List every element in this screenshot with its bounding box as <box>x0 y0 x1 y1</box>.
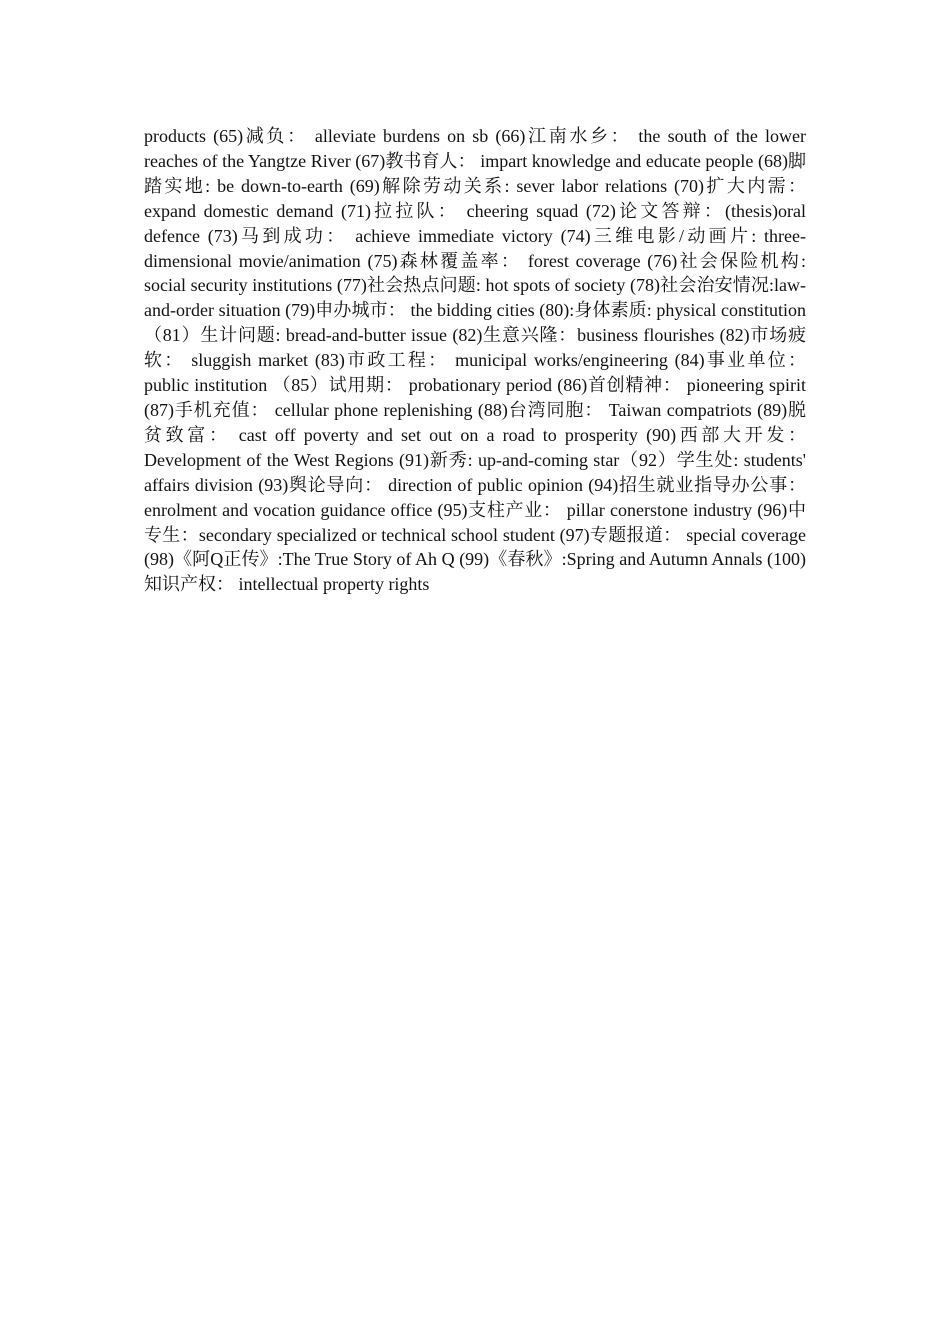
glossary-paragraph: products (65)减负： alleviate burdens on sb (66)江南水乡： the south of the lower reaches of the Yangtze River (67)教书育人： impart knowledge and educate people (68)脚踏实地: be down-to-earth (69)解除劳动关系: sever labor relations (70)扩大内需： expand domestic demand (71)拉拉队： cheering squad (72)论文答辩：(thesis)oral defence (73)马到成功： achieve immediate victory (74)三维电影/动画片: three-dimensional movie/animation (75)森林覆盖率： forest coverage (76)社会保险机构: social security institutions (77)社会热点问题: hot spots of society (78)社会治安情况:law-and-order situation (79)申办城市： the bidding cities (80):身体素质: physical constitution（81）生计问题: bread-and-butter issue (82)生意兴隆：business flourishes (82)市场疲软： sluggish market (83)市政工程： municipal works/engineering (84)事业单位： public institution （85）试用期： probationary period (86)首创精神： pioneering spirit (87)手机充值： cellular phone replenishing (88)台湾同胞： Taiwan compatriots (89)脱贫致富： cast off poverty and set out on a road to prosperity (90)西部大开发： Development of the West Regions (91)新秀: up-and-coming star（92）学生处: students' affairs division (93)舆论导向： direction of public opinion (94)招生就业指导办公事： enrolment and vocation guidance office (95)支柱产业： pillar conerstone industry (96)中专生：secondary specialized or technical school student (97)专题报道： special coverage (98)《阿Q正传》:The True Story of Ah Q (99)《春秋》:Spring and Autumn Annals (100)知识产权： intellectual property rights <box>144 126 806 595</box>
